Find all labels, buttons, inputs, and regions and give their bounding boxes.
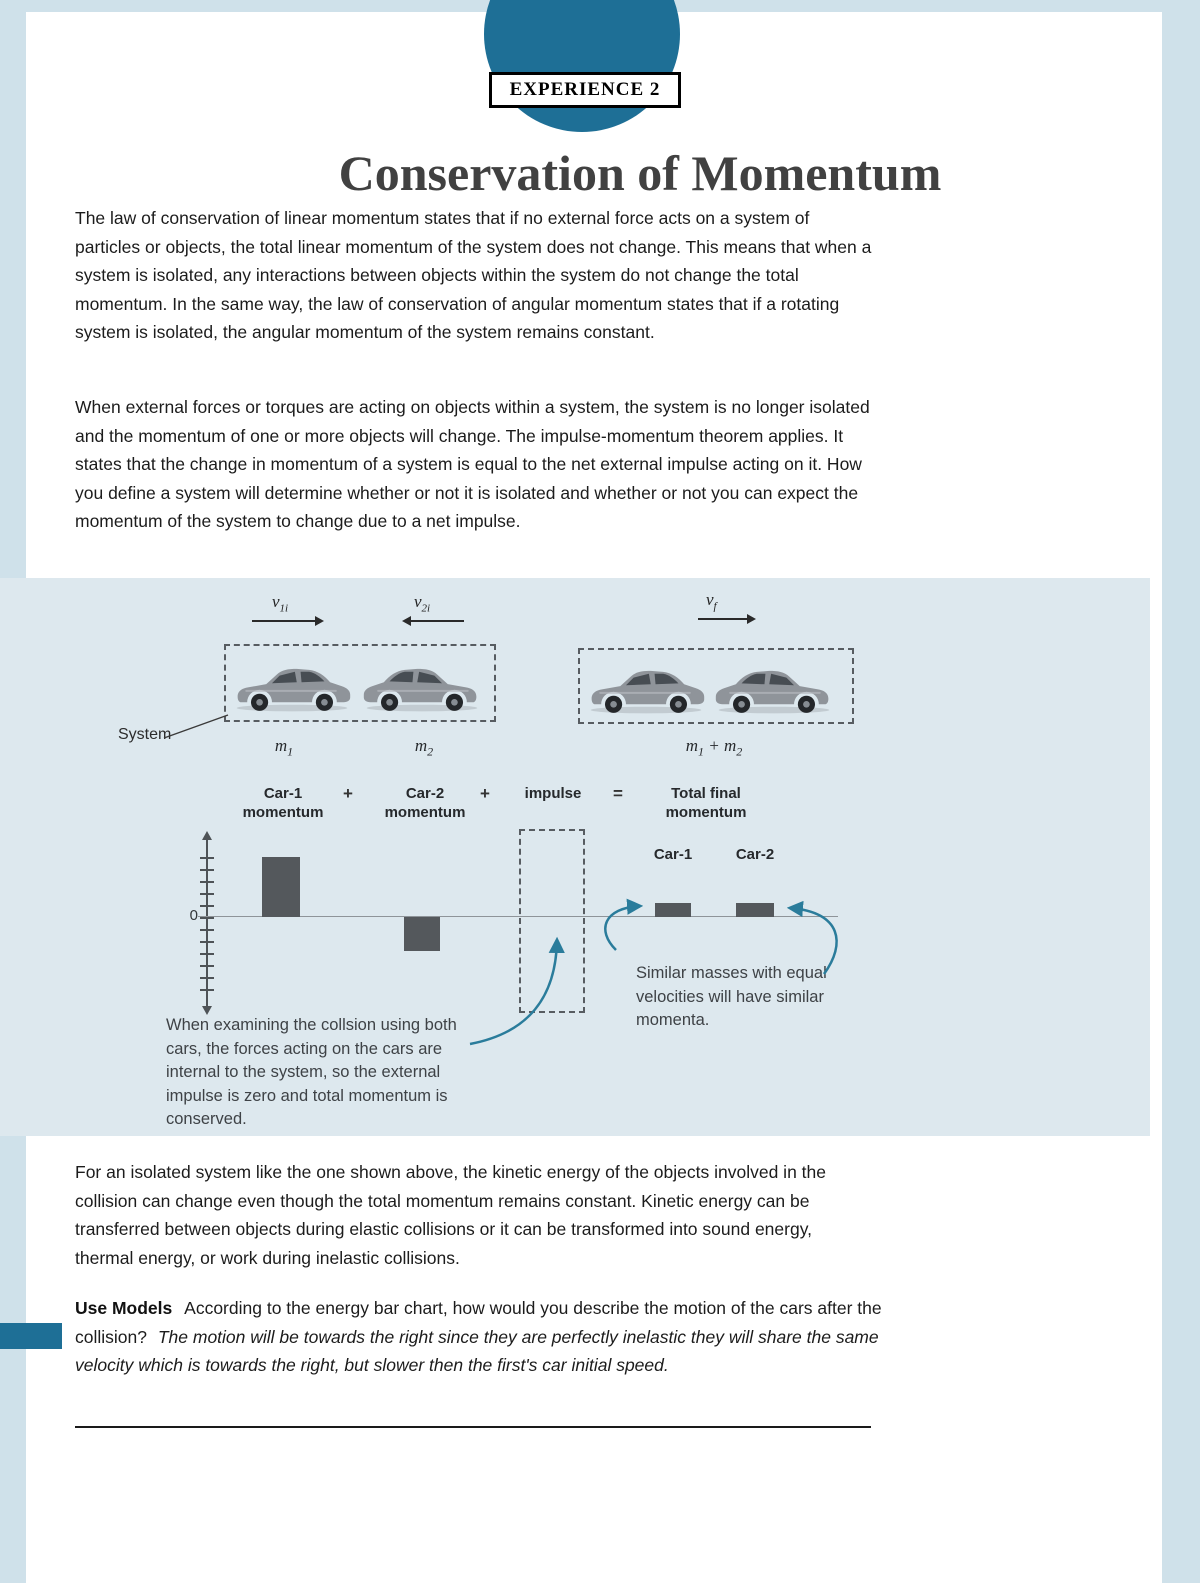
use-models-label: Use Models [75, 1298, 173, 1318]
m1-plus-m2-label: $m_1 + m_2$ [685, 736, 743, 759]
note-internal-forces: When examining the collsion using both cars, the forces acting on the cars are internal to the system, so the external impulse is zero and total momentum is conserved. [166, 1016, 457, 1128]
body-paragraph: For an isolated system like the one shown above, the kinetic energy of the objects involved in the collision can change even though the total momentum remains constant. Kinetic energy can be transferred between objects during elastic collisions or it can be transformed into sound energy, thermal energy, or work during inelastic collisions. [75, 1162, 826, 1268]
equals-operator: = [613, 784, 623, 803]
bar-final-car1 [655, 903, 691, 917]
plus-operator: + [480, 784, 490, 803]
car-icon [360, 664, 484, 712]
page-margin-right [1162, 0, 1200, 1583]
page-title: Conservation of Momentum [338, 145, 942, 201]
v1i-label: $v_{1i}$ [272, 592, 289, 615]
intro-paragraph-1: The law of conservation of linear momentum states that if no external force acts on a system of particles or objects, the total linear momentum of the system does not change. This means that when a system is isolated, any interactions between objects within the system do not change the total momentum. In the same way, the law of conservation of angular momentum states that if a rotating system is isolated, the angular momentum of the system remains constant. [75, 208, 872, 342]
velocity-arrow-vf [698, 618, 748, 620]
velocity-arrow-v1i [252, 620, 316, 622]
car2-momentum-label: Car-2 momentum [384, 785, 466, 821]
impulse-label: impulse [524, 785, 582, 802]
student-answer: The motion will be towards the right since they are perfectly inelastic they will share the same velocity which is towards the right, but slower then the first's car initial speed. [75, 1326, 879, 1375]
experience-badge-label: EXPERIENCE 2 [509, 79, 661, 100]
impulse-dashed-box [519, 829, 585, 1013]
highlight-marker [0, 1323, 62, 1349]
curved-arrow-final-car1 [605, 906, 640, 950]
intro-paragraph-2: When external forces or torques are acting on objects within a system, the system is no longer isolated and the momentum of one or more objects will change. The impulse-momentum theorem applies. It states that the change in momentum of a system is equal to the net external impulse acting on it. How you define a system will determine whether or not it is isolated and whether or not you can expect the momentum of the system to change due to a net impulse. [75, 397, 870, 531]
note-similar-masses: Similar masses with equal velocities will have similar momenta. [636, 964, 827, 1029]
vf-label: $v_f$ [706, 590, 717, 613]
bar-car1-momentum [262, 857, 300, 917]
total-final-momentum-label: Total final momentum [665, 785, 747, 821]
car1-momentum-label: Car-1 momentum [242, 785, 324, 821]
m2-label: $m_2$ [414, 736, 434, 759]
system-pointer-line [164, 715, 228, 738]
axis-ticks [200, 857, 214, 993]
final-car1-label: Car-1 [653, 846, 693, 863]
experience-badge [489, 72, 681, 108]
momentum-figure [0, 578, 1150, 1136]
v2i-label: $v_{2i}$ [414, 592, 431, 615]
car-icon [584, 666, 708, 714]
system-label: System [118, 726, 172, 743]
divider-line [75, 1426, 871, 1428]
bar-final-car2 [736, 903, 774, 917]
final-car2-label: Car-2 [735, 846, 775, 863]
car-icon [712, 666, 836, 714]
use-models-block [75, 1294, 883, 1380]
m1-label: $m_1$ [274, 736, 294, 759]
plus-operator: + [343, 784, 353, 803]
car-icon [230, 664, 354, 712]
bar-car2-momentum [404, 917, 440, 951]
question-text: According to the energy bar chart, how would you describe the motion of the cars after the collision? [75, 1298, 882, 1347]
accent-circle [484, 0, 680, 132]
axis-zero-label: 0 [189, 907, 198, 924]
velocity-arrow-v2i [410, 620, 464, 622]
